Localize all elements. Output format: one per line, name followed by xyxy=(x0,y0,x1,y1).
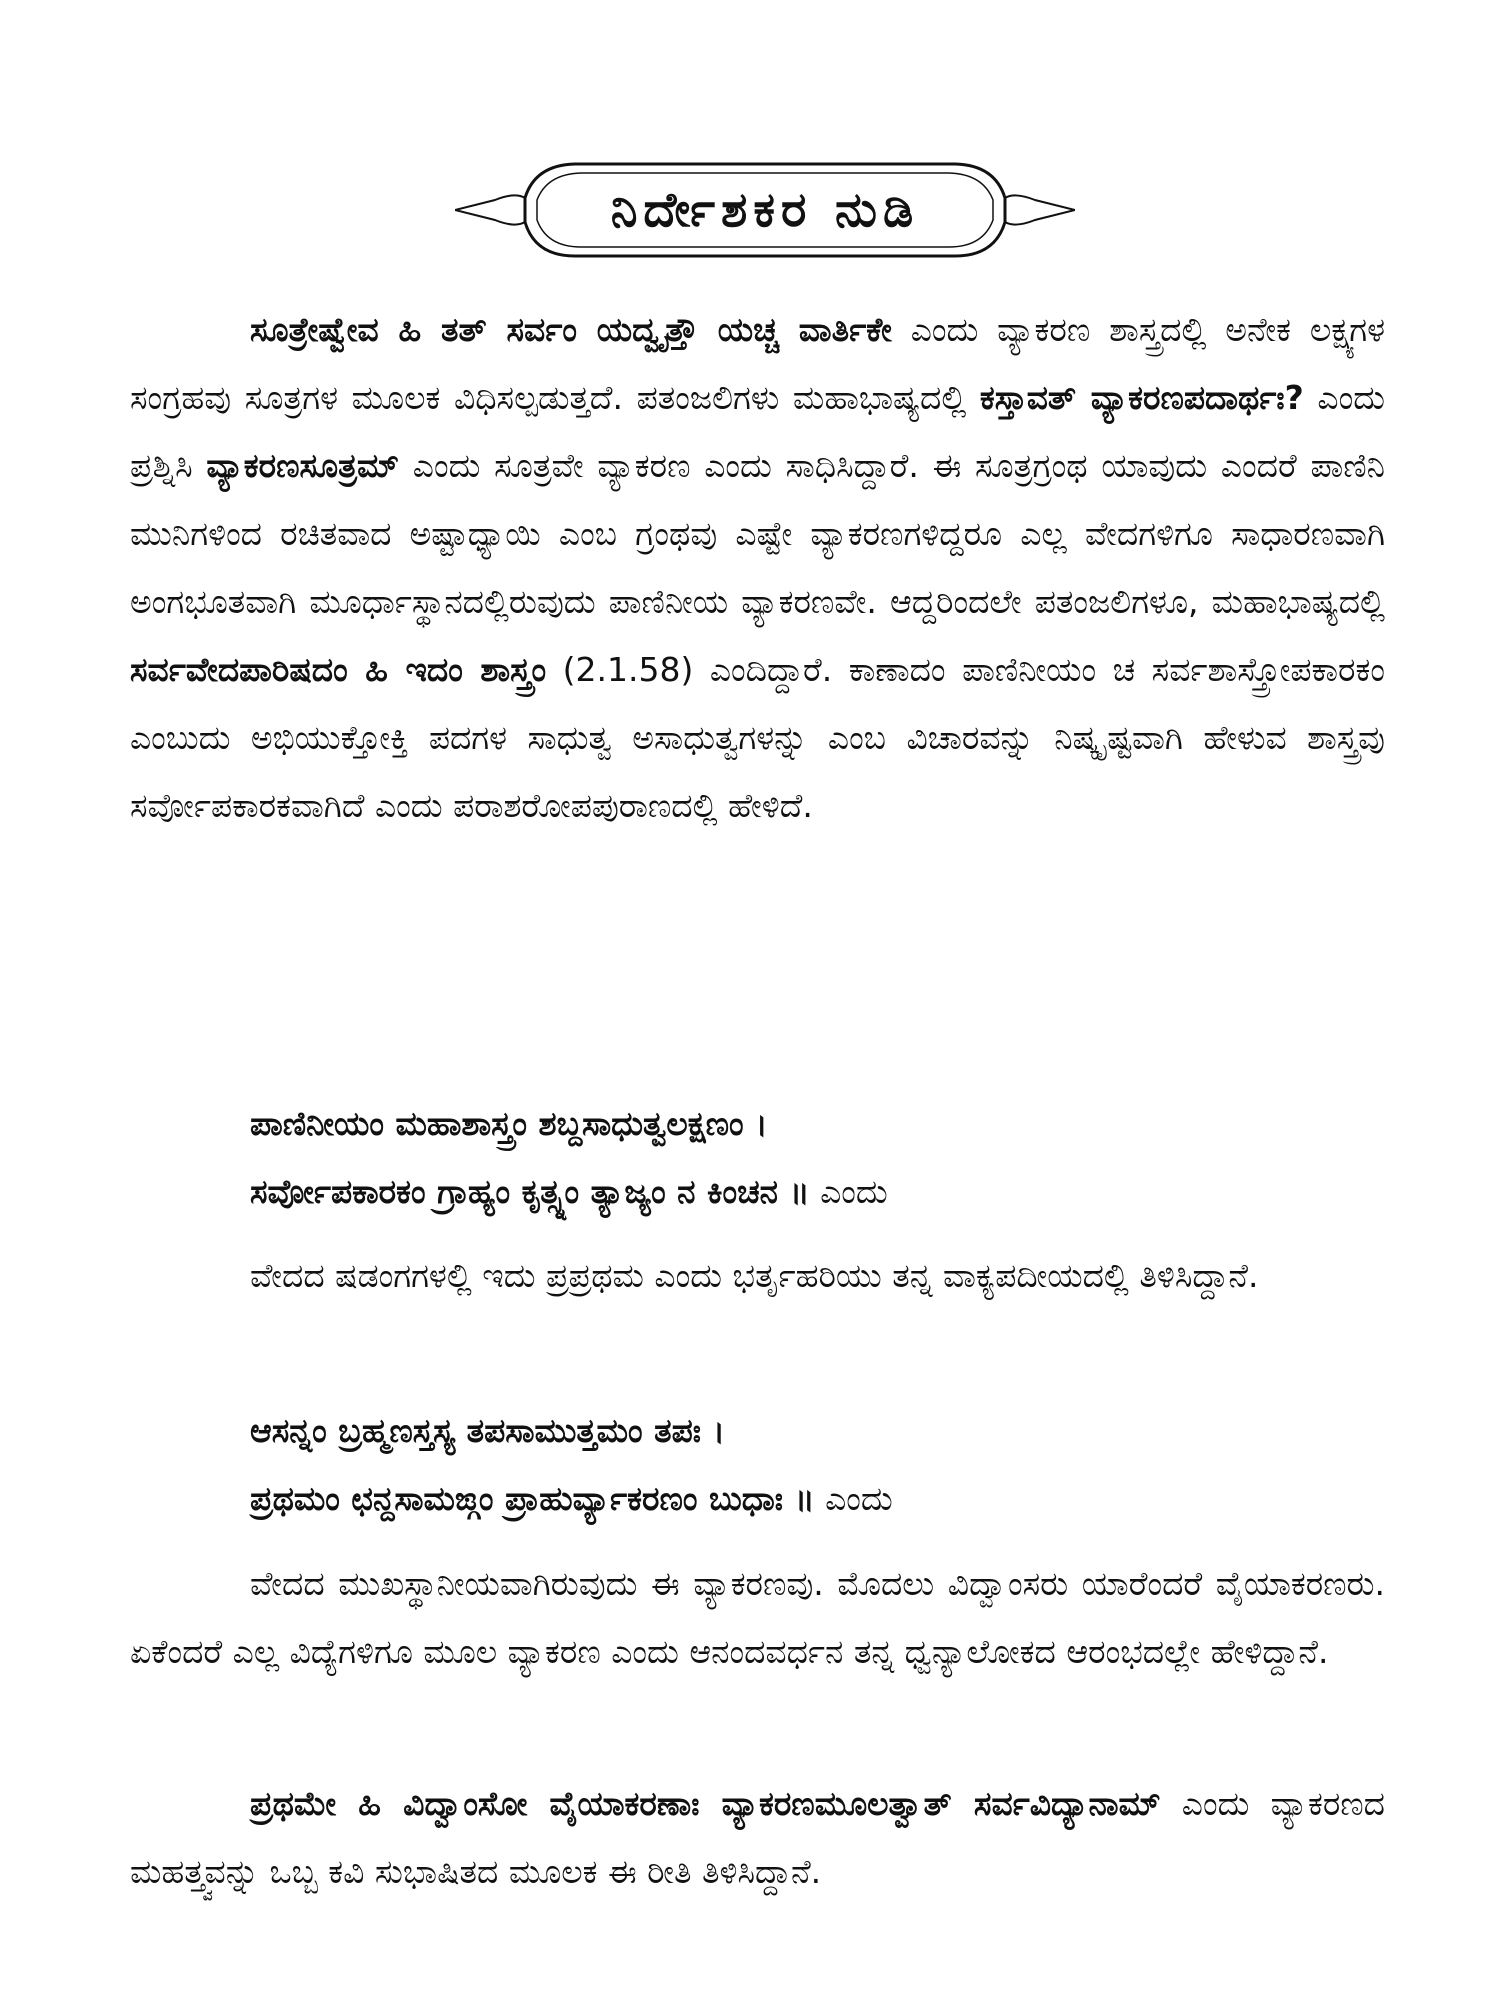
sutra-quote: ಸೂತ್ರೇಷ್ವೇವ ಹಿ ತತ್ ಸರ್ವಂ ಯದ್ವೃತ್ತೌ ಯಚ್ಚ ವಾರ್ತಿಕೇ xyxy=(250,310,892,349)
verse-line: ಆಸನ್ನಂ ಬ್ರಹ್ಮಣಸ್ತಸ್ಯ ತಪಸಾಮುತ್ತಮಂ ತಪಃ । xyxy=(250,1411,726,1450)
bold-phrase-kastavat: ಕಸ್ತಾವತ್ ವ್ಯಾಕರಣಪದಾರ್ಥಃ? xyxy=(979,378,1304,417)
paragraph-anandavardhana: ವೇದದ ಮುಖಸ್ಥಾನೀಯವಾಗಿರುವುದು ಈ ವ್ಯಾಕರಣವು. ಮೊದಲು ವಿದ್ವಾಂಸರು ಯಾರೆಂದರೆ ವೈಯಾಕರಣರು. ಏಕೆಂದರೆ ಎಲ್ಲ ವಿದ್ಯೆಗಳಿಗೂ ಮೂಲ ವ್ಯಾಕರಣ ಎಂದು ಆನಂದವರ್ಧನ ತನ್ನ ಧ್ವನ್ಯಾಲೋಕದ ಆರಂಭದಲ್ಲೇ ಹೇಳಿದ್ದಾನೆ. xyxy=(130,1564,1385,1671)
page-title: ನಿರ್ದೇಶಕರ ನುಡಿ xyxy=(610,181,920,238)
verse-line: ಪಾಣಿನೀಯಂ ಮಹಾಶಾಸ್ತ್ರಂ ಶಬ್ದಸಾಧುತ್ವಲಕ್ಷಣಂ । xyxy=(250,1104,768,1143)
paragraph-intro: ಸೂತ್ರೇಷ್ವೇವ ಹಿ ತತ್ ಸರ್ವಂ ಯದ್ವೃತ್ತೌ ಯಚ್ಚ ವಾರ್ತಿಕೇ ಎಂದು ವ್ಯಾಕರಣ ಶಾಸ್ತ್ರದಲ್ಲಿ ಅನೇಕ ಲಕ್ಷ್ಯಗಳ ಸಂಗ್ರಹವು ಸೂತ್ರಗಳ ಮೂಲಕ ವಿಧಿಸಲ್ಪಡುತ್ತದೆ. ಪತಂಜಲಿಗಳು ಮಹಾಭಾಷ್ಯದಲ್ಲಿ ಕಸ್ತಾವತ್ ವ್ಯಾಕರಣಪದಾರ್ಥಃ? ಎಂದು ಪ್ರಶ್ನಿಸಿ ವ್ಯಾಕರಣಸೂತ್ರಮ್ ಎಂದು ಸೂತ್ರವೇ ವ್ಯಾಕರಣ ಎಂದು ಸಾಧಿಸಿದ್ದಾರೆ. ಈ ಸೂತ್ರಗ್ರಂಥ ಯಾವುದು ಎಂದರೆ ಪಾಣಿನಿ ಮುನಿಗಳಿಂದ ರಚಿತವಾದ ಅಷ್ಟಾಧ್ಯಾಯಿ ಎಂಬ ಗ್ರಂಥವು ಎಷ್ಟೇ ವ್ಯಾಕರಣಗಳಿದ್ದರೂ ಎಲ್ಲ ವೇದಗಳಿಗೂ ಸಾಧಾರಣವಾಗಿ ಅಂಗಭೂತವಾಗಿ ಮೂರ್ಧಾಸ್ಥಾನದಲ್ಲಿರುವುದು ಪಾಣಿನೀಯ ವ್ಯಾಕರಣವೇ. ಆದ್ದರಿಂದಲೇ ಪತಂಜಲಿಗಳೂ, ಮಹಾಭಾಷ್ಯದಲ್ಲಿ ಸರ್ವವೇದಪಾರಿಷದಂ ಹಿ ಇದಂ ಶಾಸ್ತ್ರಂ (2.1.58) ಎಂದಿದ್ದಾರೆ. ಕಾಣಾದಂ ಪಾಣಿನೀಯಂ ಚ ಸರ್ವಶಾಸ್ತ್ರೋಪಕಾರಕಂ ಎಂಬುದು ಅಭಿಯುಕ್ತೋಕ್ತಿ ಪದಗಳ ಸಾಧುತ್ವ ಅಸಾಧುತ್ವಗಳನ್ನು ಎಂಬ ವಿಚಾರವನ್ನು ನಿಷ್ಕೃಷ್ಟವಾಗಿ ಹೇಳುವ ಶಾಸ್ತ್ರವು ಸರ್ವೋಪಕಾರಕವಾಗಿದೆ ಎಂದು ಪರಾಶರೋಪಪುರಾಣದಲ್ಲಿ ಹೇಳಿದೆ. xyxy=(130,310,1386,825)
heading-banner xyxy=(455,150,1075,270)
bold-phrase-vyakaranasutram: ವ್ಯಾಕರಣಸೂತ್ರಮ್ xyxy=(206,446,400,485)
verse-panini: ಪಾಣಿನೀಯಂ ಮಹಾಶಾಸ್ತ್ರಂ ಶಬ್ದಸಾಧುತ್ವಲಕ್ಷಣಂ । ಸರ್ವೋಪಕಾರಕಂ ಗ್ರಾಹ್ಯಂ ಕೃತ್ಸ್ನಂ ತ್ಯಾಜ್ಯಂ ನ ಕಿಂಚನ ॥ ಎಂದು xyxy=(250,1104,888,1211)
paragraph-subhashita: ಪ್ರಥಮೇ ಹಿ ವಿದ್ವಾಂಸೋ ವೈಯಾಕರಣಾಃ ವ್ಯಾಕರಣಮೂಲತ್ವಾತ್ ಸರ್ವವಿದ್ಯಾನಾಮ್ ಎಂದು ವ್ಯಾಕರಣದ ಮಹತ್ತ್ವವನ್ನು ಒಬ್ಬ ಕವಿ ಸುಭಾಷಿತದ ಮೂಲಕ ಈ ರೀತಿ ತಿಳಿಸಿದ್ದಾನೆ. xyxy=(130,1784,1385,1891)
verse-line: ಸರ್ವೋಪಕಾರಕಂ ಗ್ರಾಹ್ಯಂ ಕೃತ್ಸ್ನಂ ತ್ಯಾಜ್ಯಂ ನ ಕಿಂಚನ ॥ xyxy=(250,1172,810,1211)
paragraph-bhartrhari: ವೇದದ ಷಡಂಗಗಳಲ್ಲಿ ಇದು ಪ್ರಪ್ರಥಮ ಎಂದು ಭರ್ತೃಹರಿಯು ತನ್ನ ವಾಕ್ಯಪದೀಯದಲ್ಲಿ ತಿಳಿಸಿದ್ದಾನೆ. xyxy=(250,1256,1259,1295)
verse-asannam: ಆಸನ್ನಂ ಬ್ರಹ್ಮಣಸ್ತಸ್ಯ ತಪಸಾಮುತ್ತಮಂ ತಪಃ । ಪ್ರಥಮಂ ಛನ್ದಸಾಮಙ್ಗಂ ಪ್ರಾಹುರ್ವ್ಯಾಕರಣಂ ಬುಧಾಃ ॥ ಎಂದು xyxy=(250,1411,893,1518)
subhashita-quote: ಪ್ರಥಮೇ ಹಿ ವಿದ್ವಾಂಸೋ ವೈಯಾಕರಣಾಃ ವ್ಯಾಕರಣಮೂಲತ್ವಾತ್ ಸರ್ವವಿದ್ಯಾನಾಮ್ xyxy=(250,1784,1161,1823)
bold-phrase-sarvaveda: ಸರ್ವವೇದಪಾರಿಷದಂ ಹಿ ಇದಂ ಶಾಸ್ತ್ರಂ xyxy=(130,650,547,689)
verse-line: ಪ್ರಥಮಂ ಛನ್ದಸಾಮಙ್ಗಂ ಪ್ರಾಹುರ್ವ್ಯಾಕರಣಂ ಬುಧಾಃ ॥ xyxy=(250,1479,815,1518)
